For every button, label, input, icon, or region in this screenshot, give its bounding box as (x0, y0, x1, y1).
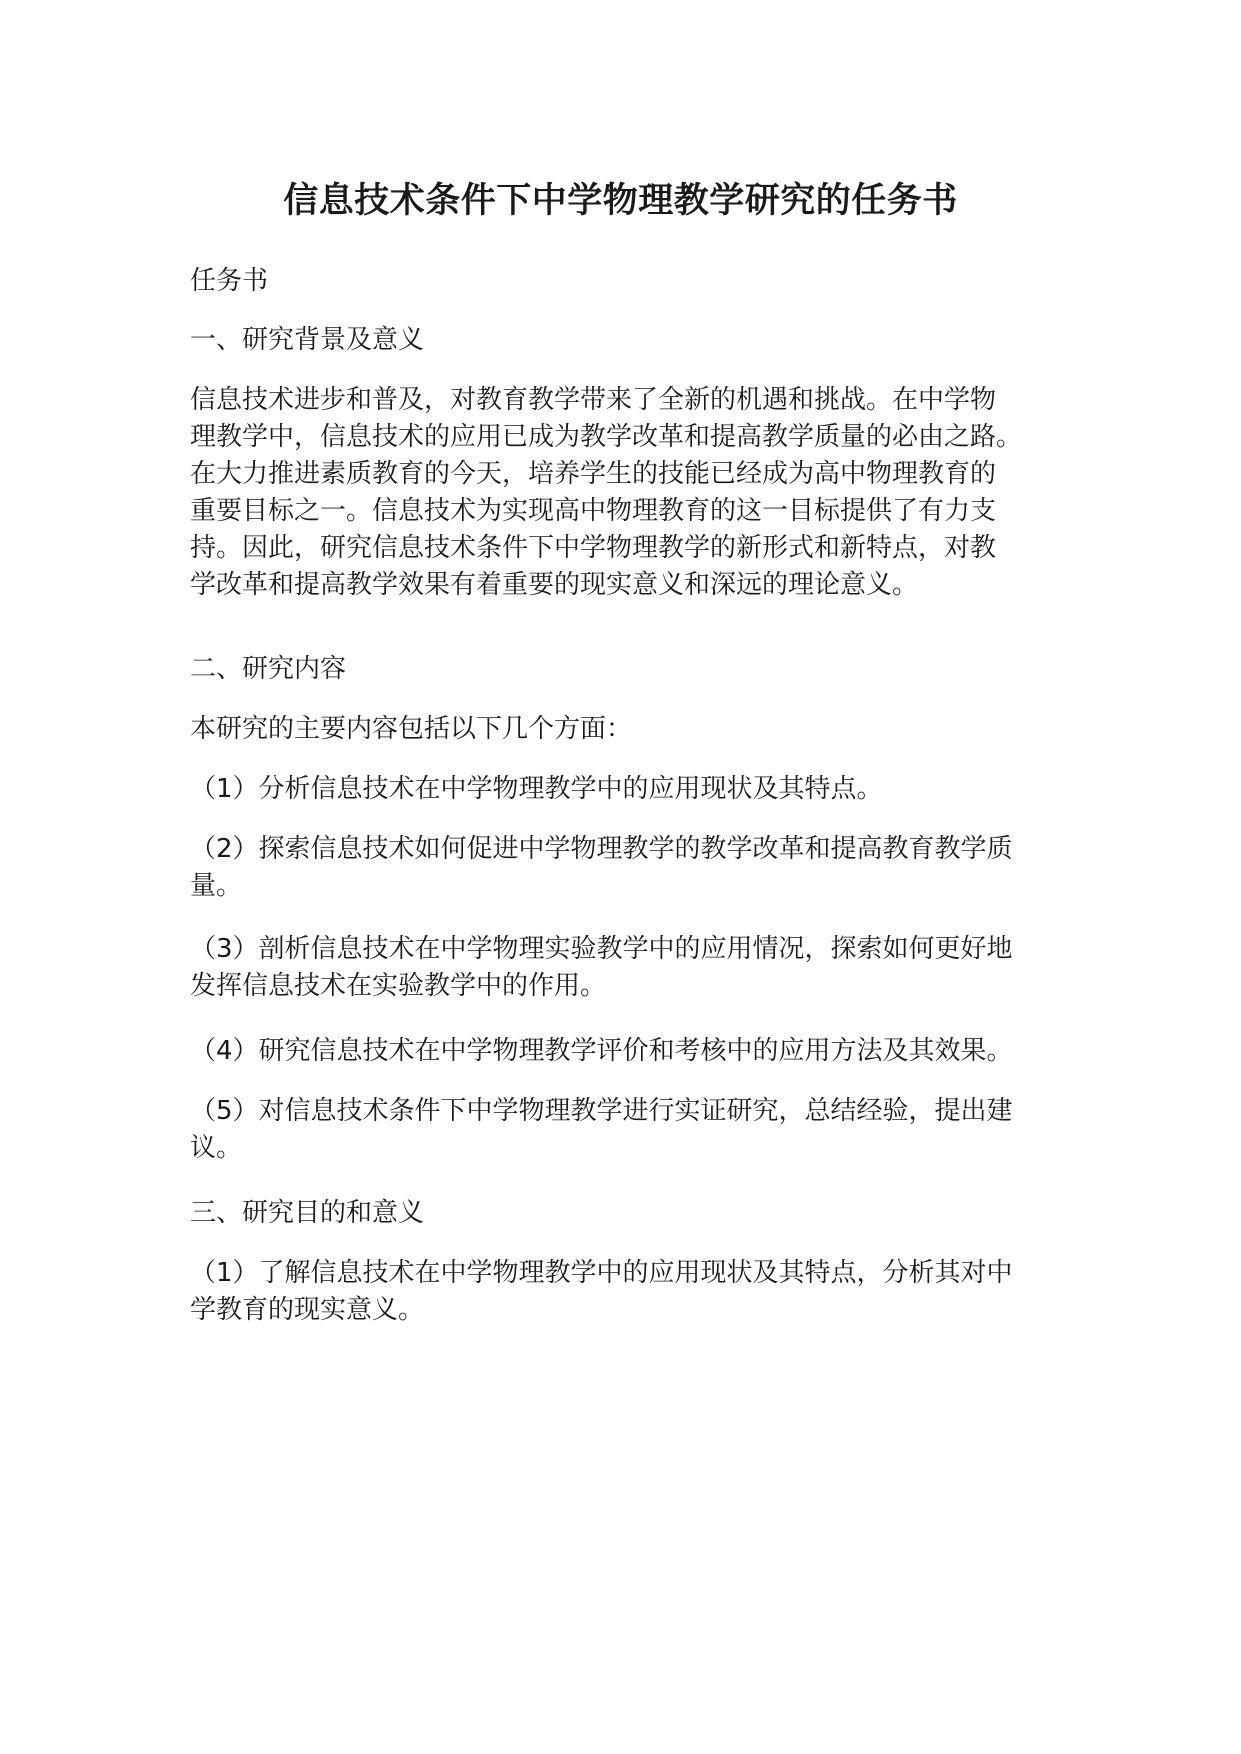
paragraph-line: 在大力推进素质教育的今天，培养学生的技能已经成为高中物理教育的 (190, 459, 997, 489)
list-item (190, 931, 1080, 1005)
section2-intro: 本研究的主要内容包括以下几个方面： (190, 714, 633, 744)
list-item-line: 学教育的现实意义。 (190, 1295, 425, 1325)
document-label: 任务书 (190, 266, 269, 296)
list-item-line: （2）探索信息技术如何促进中学物理教学的教学改革和提高教育教学质 (190, 834, 1013, 864)
list-item-line: 量。 (190, 871, 243, 901)
list-item (190, 771, 1080, 808)
section1-heading: 一、研究背景及意义 (190, 325, 425, 355)
paragraph-line: 持。因此，研究信息技术条件下中学物理教学的新形式和新特点，对教 (190, 533, 997, 563)
section2-heading: 二、研究内容 (190, 654, 347, 684)
list-item-line: （4）研究信息技术在中学物理教学评价和考核中的应用方法及其效果。 (190, 1036, 1013, 1066)
list-item-line: （1）分析信息技术在中学物理教学中的应用现状及其特点。 (190, 774, 883, 804)
list-item-line: （3）剖析信息技术在中学物理实验教学中的应用情况，探索如何更好地 (190, 934, 1013, 964)
list-item (190, 831, 1080, 905)
list-item-line: 发挥信息技术在实验教学中的作用。 (190, 971, 607, 1001)
list-item-line: 议。 (190, 1133, 243, 1163)
list-item (190, 1033, 1080, 1070)
document-title: 信息技术条件下中学物理教学研究的任务书 (283, 181, 958, 221)
paragraph-line: 理教学中，信息技术的应用已成为教学改革和提高教学质量的必由之路。 (190, 422, 1023, 452)
section1-paragraph (190, 382, 1080, 604)
list-item (190, 1255, 1080, 1329)
paragraph-line: 学改革和提高教学效果有着重要的现实意义和深远的理论意义。 (190, 570, 919, 600)
section3-heading: 三、研究目的和意义 (190, 1198, 425, 1228)
paragraph-line: 信息技术进步和普及，对教育教学带来了全新的机遇和挑战。在中学物 (190, 385, 997, 415)
paragraph-line: 重要目标之一。信息技术为实现高中物理教育的这一目标提供了有力支 (190, 496, 997, 526)
list-item-line: （1）了解信息技术在中学物理教学中的应用现状及其特点，分析其对中 (190, 1258, 1013, 1288)
list-item-line: （5）对信息技术条件下中学物理教学进行实证研究，总结经验，提出建 (190, 1096, 1013, 1126)
list-item (190, 1093, 1080, 1167)
